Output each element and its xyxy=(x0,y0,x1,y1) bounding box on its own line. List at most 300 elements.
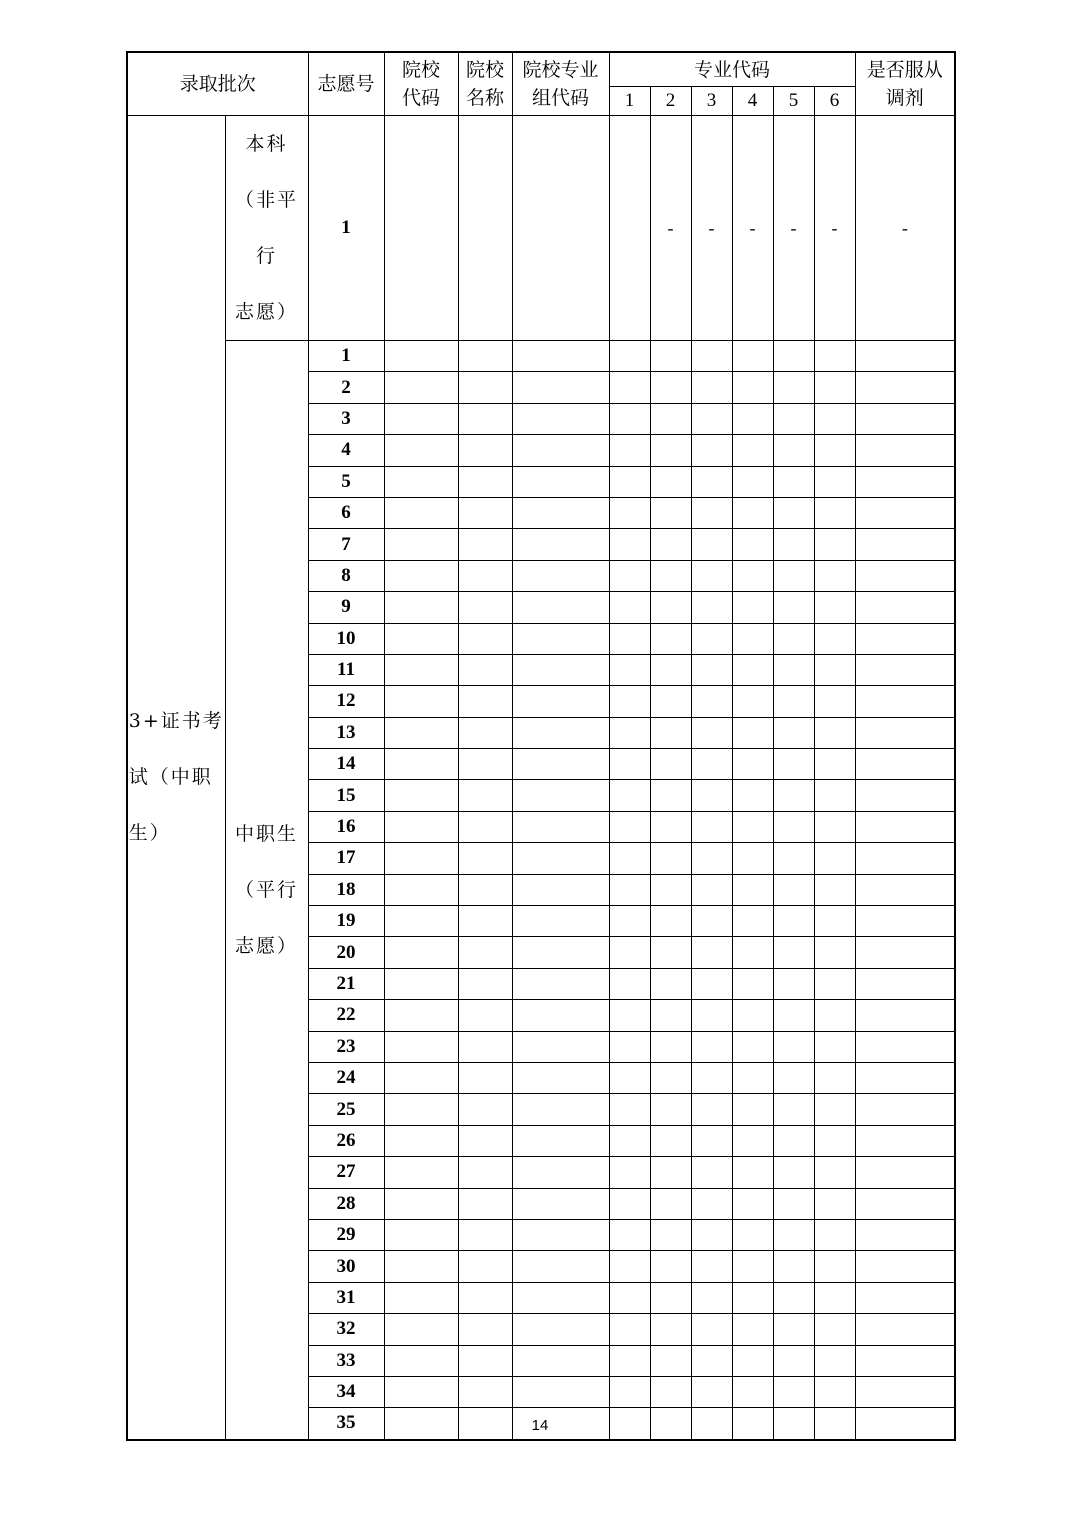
major-code-cell[interactable] xyxy=(773,654,814,685)
school-name-cell[interactable] xyxy=(458,372,512,403)
major-code-cell[interactable] xyxy=(773,1157,814,1188)
adjust-cell[interactable] xyxy=(855,466,955,497)
major-code-cell[interactable] xyxy=(732,623,773,654)
major-code-cell[interactable] xyxy=(773,1314,814,1345)
major-code-cell[interactable] xyxy=(814,654,855,685)
major-code-cell[interactable] xyxy=(609,686,650,717)
group-code-cell[interactable] xyxy=(512,1376,609,1407)
major-code-cell[interactable] xyxy=(691,686,732,717)
major-code-cell[interactable] xyxy=(650,874,691,905)
major-code-cell[interactable] xyxy=(609,1094,650,1125)
major-code-cell[interactable] xyxy=(814,1251,855,1282)
school-name-cell[interactable] xyxy=(458,1188,512,1219)
major-code-cell[interactable] xyxy=(814,843,855,874)
major-code-cell[interactable] xyxy=(691,843,732,874)
major-code-cell[interactable] xyxy=(732,341,773,372)
major-code-cell[interactable] xyxy=(732,560,773,591)
school-code-cell[interactable] xyxy=(384,435,458,466)
adjust-cell[interactable] xyxy=(855,403,955,434)
school-code-cell[interactable] xyxy=(384,968,458,999)
school-code-cell[interactable] xyxy=(384,749,458,780)
major-code-cell[interactable] xyxy=(691,403,732,434)
major-code-cell[interactable] xyxy=(773,874,814,905)
school-code-cell[interactable] xyxy=(384,372,458,403)
school-code-cell[interactable] xyxy=(384,686,458,717)
major-code-cell[interactable] xyxy=(650,1219,691,1250)
school-code-cell[interactable] xyxy=(384,1376,458,1407)
group-code-cell[interactable] xyxy=(512,1251,609,1282)
group-code-cell[interactable] xyxy=(512,529,609,560)
major-code-cell[interactable] xyxy=(814,1031,855,1062)
major-code-cell[interactable] xyxy=(773,1282,814,1313)
major-code-cell[interactable] xyxy=(814,1314,855,1345)
major-code-cell[interactable] xyxy=(650,1000,691,1031)
school-name-cell[interactable] xyxy=(458,1157,512,1188)
major-code-cell[interactable] xyxy=(732,843,773,874)
major-code-cell[interactable] xyxy=(732,435,773,466)
major-code-cell[interactable] xyxy=(773,749,814,780)
major-code-cell[interactable] xyxy=(691,780,732,811)
major-code-cell[interactable] xyxy=(732,1314,773,1345)
major-code-cell[interactable] xyxy=(773,937,814,968)
major-code-cell[interactable] xyxy=(773,466,814,497)
major-code-cell[interactable] xyxy=(773,1188,814,1219)
major-code-cell[interactable] xyxy=(650,403,691,434)
major-code-cell[interactable] xyxy=(732,1094,773,1125)
group-code-cell[interactable] xyxy=(512,686,609,717)
adjust-cell[interactable] xyxy=(855,529,955,560)
major-code-cell[interactable] xyxy=(814,372,855,403)
major-code-cell[interactable] xyxy=(732,717,773,748)
group-code-cell[interactable] xyxy=(512,843,609,874)
group-code-cell[interactable] xyxy=(512,116,609,341)
group-code-cell[interactable] xyxy=(512,1094,609,1125)
adjust-cell[interactable] xyxy=(855,1157,955,1188)
major-code-cell[interactable] xyxy=(609,717,650,748)
group-code-cell[interactable] xyxy=(512,811,609,842)
major-code-cell[interactable] xyxy=(773,341,814,372)
school-name-cell[interactable] xyxy=(458,1219,512,1250)
group-code-cell[interactable] xyxy=(512,937,609,968)
adjust-cell[interactable] xyxy=(855,1314,955,1345)
adjust-cell[interactable] xyxy=(855,1094,955,1125)
major-code-cell[interactable] xyxy=(732,1345,773,1376)
major-code-cell[interactable] xyxy=(773,843,814,874)
group-code-cell[interactable] xyxy=(512,560,609,591)
major-code-cell[interactable] xyxy=(773,811,814,842)
major-code-cell[interactable] xyxy=(691,1345,732,1376)
group-code-cell[interactable] xyxy=(512,592,609,623)
major-code-cell[interactable] xyxy=(691,1251,732,1282)
adjust-cell[interactable] xyxy=(855,780,955,811)
adjust-cell[interactable] xyxy=(855,843,955,874)
major-code-cell[interactable] xyxy=(650,749,691,780)
group-code-cell[interactable] xyxy=(512,1125,609,1156)
adjust-cell[interactable] xyxy=(855,1188,955,1219)
major-code-cell[interactable] xyxy=(773,717,814,748)
major-code-cell[interactable] xyxy=(691,811,732,842)
major-code-cell[interactable] xyxy=(773,623,814,654)
major-code-cell[interactable] xyxy=(609,1219,650,1250)
major-code-cell[interactable] xyxy=(691,654,732,685)
school-name-cell[interactable] xyxy=(458,529,512,560)
major-code-cell[interactable] xyxy=(814,497,855,528)
school-name-cell[interactable] xyxy=(458,717,512,748)
adjust-cell[interactable] xyxy=(855,1251,955,1282)
major-code-cell[interactable] xyxy=(609,1376,650,1407)
major-code-cell[interactable] xyxy=(609,1314,650,1345)
adjust-cell[interactable] xyxy=(855,874,955,905)
major-code-cell[interactable] xyxy=(609,1031,650,1062)
major-code-cell[interactable] xyxy=(773,968,814,999)
school-name-cell[interactable] xyxy=(458,435,512,466)
major-code-cell[interactable] xyxy=(691,372,732,403)
major-code-cell[interactable] xyxy=(732,686,773,717)
major-code-cell[interactable] xyxy=(814,1062,855,1093)
major-code-cell[interactable] xyxy=(773,592,814,623)
adjust-cell[interactable] xyxy=(855,654,955,685)
major-code-cell[interactable] xyxy=(691,906,732,937)
major-code-cell[interactable] xyxy=(650,341,691,372)
school-code-cell[interactable] xyxy=(384,780,458,811)
adjust-cell[interactable] xyxy=(855,592,955,623)
group-code-cell[interactable] xyxy=(512,497,609,528)
school-code-cell[interactable] xyxy=(384,341,458,372)
adjust-cell[interactable] xyxy=(855,1125,955,1156)
major-code-cell[interactable] xyxy=(650,623,691,654)
major-code-cell[interactable] xyxy=(691,717,732,748)
major-code-cell[interactable] xyxy=(650,717,691,748)
school-name-cell[interactable] xyxy=(458,116,512,341)
school-code-cell[interactable] xyxy=(384,937,458,968)
major-code-cell[interactable] xyxy=(732,749,773,780)
school-name-cell[interactable] xyxy=(458,968,512,999)
major-code-cell[interactable] xyxy=(773,1251,814,1282)
school-code-cell[interactable] xyxy=(384,592,458,623)
school-name-cell[interactable] xyxy=(458,1094,512,1125)
major-code-cell[interactable] xyxy=(691,1219,732,1250)
major-code-cell[interactable] xyxy=(609,1282,650,1313)
major-code-cell[interactable] xyxy=(814,1157,855,1188)
school-name-cell[interactable] xyxy=(458,341,512,372)
major-code-cell[interactable] xyxy=(814,717,855,748)
major-code-cell[interactable] xyxy=(609,403,650,434)
school-code-cell[interactable] xyxy=(384,843,458,874)
major-code-cell[interactable] xyxy=(609,623,650,654)
major-code-cell[interactable] xyxy=(691,560,732,591)
school-code-cell[interactable] xyxy=(384,466,458,497)
major-code-cell[interactable] xyxy=(650,654,691,685)
major-code-cell[interactable] xyxy=(650,1094,691,1125)
major-code-cell[interactable] xyxy=(814,937,855,968)
major-code-cell[interactable] xyxy=(691,1062,732,1093)
major-code-cell[interactable] xyxy=(773,435,814,466)
major-code-cell[interactable] xyxy=(732,968,773,999)
major-code-cell[interactable] xyxy=(814,874,855,905)
adjust-cell[interactable] xyxy=(855,1062,955,1093)
major-code-cell[interactable] xyxy=(609,592,650,623)
adjust-cell[interactable] xyxy=(855,1376,955,1407)
adjust-cell[interactable] xyxy=(855,811,955,842)
group-code-cell[interactable] xyxy=(512,1282,609,1313)
major-code-cell[interactable] xyxy=(732,874,773,905)
major-code-cell[interactable] xyxy=(650,497,691,528)
major-code-cell[interactable] xyxy=(650,780,691,811)
major-code-cell[interactable] xyxy=(773,686,814,717)
group-code-cell[interactable] xyxy=(512,1188,609,1219)
major-code-cell[interactable] xyxy=(691,1000,732,1031)
major-code-cell[interactable] xyxy=(732,403,773,434)
adjust-cell[interactable] xyxy=(855,497,955,528)
major-code-cell[interactable] xyxy=(650,529,691,560)
school-code-cell[interactable] xyxy=(384,403,458,434)
major-code-cell[interactable] xyxy=(814,1376,855,1407)
major-code-cell[interactable] xyxy=(773,1094,814,1125)
major-code-cell[interactable] xyxy=(609,968,650,999)
school-name-cell[interactable] xyxy=(458,654,512,685)
major-code-cell[interactable] xyxy=(609,1062,650,1093)
school-name-cell[interactable] xyxy=(458,1062,512,1093)
school-name-cell[interactable] xyxy=(458,906,512,937)
major-code-cell[interactable] xyxy=(650,686,691,717)
major-code-cell[interactable] xyxy=(650,372,691,403)
school-code-cell[interactable] xyxy=(384,560,458,591)
major-code-cell[interactable] xyxy=(650,1376,691,1407)
major-code-cell[interactable] xyxy=(732,1219,773,1250)
adjust-cell[interactable] xyxy=(855,749,955,780)
major-code-cell[interactable] xyxy=(650,1251,691,1282)
major-code-cell[interactable] xyxy=(650,1062,691,1093)
school-name-cell[interactable] xyxy=(458,623,512,654)
school-name-cell[interactable] xyxy=(458,403,512,434)
school-code-cell[interactable] xyxy=(384,874,458,905)
school-name-cell[interactable] xyxy=(458,749,512,780)
major-code-cell[interactable] xyxy=(773,906,814,937)
major-code-cell[interactable] xyxy=(650,1157,691,1188)
major-code-cell[interactable] xyxy=(609,435,650,466)
major-code-cell[interactable] xyxy=(773,780,814,811)
major-code-cell[interactable] xyxy=(732,1282,773,1313)
school-code-cell[interactable] xyxy=(384,1345,458,1376)
major-code-cell[interactable] xyxy=(773,1062,814,1093)
major-code-cell[interactable] xyxy=(691,1094,732,1125)
major-code-cell[interactable] xyxy=(691,749,732,780)
school-code-cell[interactable] xyxy=(384,1062,458,1093)
school-code-cell[interactable] xyxy=(384,529,458,560)
major-code-cell[interactable] xyxy=(609,874,650,905)
major-code-cell[interactable] xyxy=(814,1282,855,1313)
school-code-cell[interactable] xyxy=(384,623,458,654)
major-code-cell[interactable] xyxy=(691,529,732,560)
major-code-cell[interactable] xyxy=(732,937,773,968)
major-code-cell[interactable] xyxy=(691,1314,732,1345)
major-code-cell[interactable] xyxy=(814,560,855,591)
group-code-cell[interactable] xyxy=(512,466,609,497)
major-code-cell[interactable] xyxy=(732,1000,773,1031)
major-code-cell[interactable] xyxy=(691,623,732,654)
school-name-cell[interactable] xyxy=(458,1282,512,1313)
major-code-cell[interactable] xyxy=(732,654,773,685)
major-code-cell[interactable] xyxy=(814,1345,855,1376)
major-code-cell[interactable] xyxy=(691,874,732,905)
major-code-cell[interactable] xyxy=(732,906,773,937)
major-code-cell[interactable] xyxy=(773,1125,814,1156)
major-code-cell[interactable] xyxy=(650,1125,691,1156)
school-code-cell[interactable] xyxy=(384,1251,458,1282)
major-code-cell[interactable] xyxy=(814,1219,855,1250)
school-code-cell[interactable] xyxy=(384,811,458,842)
major-code-cell[interactable] xyxy=(691,466,732,497)
major-code-cell[interactable] xyxy=(609,497,650,528)
school-name-cell[interactable] xyxy=(458,780,512,811)
school-name-cell[interactable] xyxy=(458,1345,512,1376)
school-code-cell[interactable] xyxy=(384,1219,458,1250)
school-code-cell[interactable] xyxy=(384,1157,458,1188)
group-code-cell[interactable] xyxy=(512,1031,609,1062)
group-code-cell[interactable] xyxy=(512,749,609,780)
adjust-cell[interactable] xyxy=(855,341,955,372)
school-code-cell[interactable] xyxy=(384,1000,458,1031)
major-code-cell[interactable] xyxy=(732,1376,773,1407)
group-code-cell[interactable] xyxy=(512,968,609,999)
major-code-cell[interactable] xyxy=(609,811,650,842)
major-code-cell[interactable] xyxy=(650,1031,691,1062)
major-code-cell[interactable] xyxy=(650,906,691,937)
major-code-cell[interactable] xyxy=(732,592,773,623)
adjust-cell[interactable] xyxy=(855,372,955,403)
major-code-cell[interactable] xyxy=(773,403,814,434)
major-code-cell[interactable] xyxy=(732,811,773,842)
group-code-cell[interactable] xyxy=(512,1062,609,1093)
major-code-cell[interactable] xyxy=(650,560,691,591)
major-code-cell[interactable] xyxy=(814,811,855,842)
school-code-cell[interactable] xyxy=(384,1031,458,1062)
major-code-cell[interactable] xyxy=(650,1188,691,1219)
major-code-cell[interactable] xyxy=(609,937,650,968)
major-code-cell[interactable] xyxy=(773,1219,814,1250)
major-code-cell[interactable] xyxy=(609,1000,650,1031)
major-code-cell[interactable] xyxy=(814,341,855,372)
school-name-cell[interactable] xyxy=(458,560,512,591)
major-code-cell[interactable] xyxy=(773,1000,814,1031)
school-code-cell[interactable] xyxy=(384,717,458,748)
group-code-cell[interactable] xyxy=(512,372,609,403)
major-code-cell[interactable] xyxy=(691,937,732,968)
group-code-cell[interactable] xyxy=(512,1345,609,1376)
major-code-cell[interactable] xyxy=(814,1094,855,1125)
major-code-cell[interactable] xyxy=(650,466,691,497)
group-code-cell[interactable] xyxy=(512,874,609,905)
major-code-cell[interactable] xyxy=(609,116,650,341)
major-code-cell[interactable] xyxy=(814,686,855,717)
adjust-cell[interactable] xyxy=(855,623,955,654)
major-code-cell[interactable] xyxy=(732,497,773,528)
group-code-cell[interactable] xyxy=(512,1219,609,1250)
major-code-cell[interactable] xyxy=(773,497,814,528)
school-name-cell[interactable] xyxy=(458,497,512,528)
major-code-cell[interactable] xyxy=(773,372,814,403)
major-code-cell[interactable] xyxy=(609,780,650,811)
major-code-cell[interactable] xyxy=(732,1188,773,1219)
group-code-cell[interactable] xyxy=(512,1000,609,1031)
major-code-cell[interactable] xyxy=(609,906,650,937)
major-code-cell[interactable] xyxy=(732,1125,773,1156)
major-code-cell[interactable] xyxy=(773,1345,814,1376)
major-code-cell[interactable] xyxy=(773,529,814,560)
major-code-cell[interactable] xyxy=(691,1125,732,1156)
group-code-cell[interactable] xyxy=(512,906,609,937)
group-code-cell[interactable] xyxy=(512,623,609,654)
major-code-cell[interactable] xyxy=(691,1188,732,1219)
major-code-cell[interactable] xyxy=(650,811,691,842)
school-name-cell[interactable] xyxy=(458,1000,512,1031)
group-code-cell[interactable] xyxy=(512,1314,609,1345)
adjust-cell[interactable] xyxy=(855,1345,955,1376)
major-code-cell[interactable] xyxy=(609,843,650,874)
major-code-cell[interactable] xyxy=(609,1251,650,1282)
major-code-cell[interactable] xyxy=(691,1282,732,1313)
major-code-cell[interactable] xyxy=(650,843,691,874)
school-name-cell[interactable] xyxy=(458,1376,512,1407)
major-code-cell[interactable] xyxy=(814,592,855,623)
major-code-cell[interactable] xyxy=(814,1000,855,1031)
school-code-cell[interactable] xyxy=(384,1314,458,1345)
school-name-cell[interactable] xyxy=(458,592,512,623)
major-code-cell[interactable] xyxy=(732,1062,773,1093)
major-code-cell[interactable] xyxy=(773,560,814,591)
major-code-cell[interactable] xyxy=(814,623,855,654)
major-code-cell[interactable] xyxy=(814,1125,855,1156)
major-code-cell[interactable] xyxy=(609,1157,650,1188)
group-code-cell[interactable] xyxy=(512,435,609,466)
school-name-cell[interactable] xyxy=(458,843,512,874)
major-code-cell[interactable] xyxy=(609,1345,650,1376)
group-code-cell[interactable] xyxy=(512,341,609,372)
school-name-cell[interactable] xyxy=(458,466,512,497)
major-code-cell[interactable] xyxy=(650,1282,691,1313)
major-code-cell[interactable] xyxy=(773,1031,814,1062)
major-code-cell[interactable] xyxy=(691,341,732,372)
major-code-cell[interactable] xyxy=(609,654,650,685)
major-code-cell[interactable] xyxy=(691,968,732,999)
school-code-cell[interactable] xyxy=(384,1282,458,1313)
major-code-cell[interactable] xyxy=(609,560,650,591)
major-code-cell[interactable] xyxy=(691,592,732,623)
major-code-cell[interactable] xyxy=(732,780,773,811)
adjust-cell[interactable] xyxy=(855,1282,955,1313)
school-code-cell[interactable] xyxy=(384,1094,458,1125)
major-code-cell[interactable] xyxy=(650,1314,691,1345)
major-code-cell[interactable] xyxy=(732,1251,773,1282)
major-code-cell[interactable] xyxy=(609,749,650,780)
school-code-cell[interactable] xyxy=(384,116,458,341)
major-code-cell[interactable] xyxy=(732,529,773,560)
adjust-cell[interactable] xyxy=(855,937,955,968)
major-code-cell[interactable] xyxy=(609,1125,650,1156)
group-code-cell[interactable] xyxy=(512,1157,609,1188)
major-code-cell[interactable] xyxy=(691,497,732,528)
school-name-cell[interactable] xyxy=(458,811,512,842)
major-code-cell[interactable] xyxy=(814,968,855,999)
major-code-cell[interactable] xyxy=(814,749,855,780)
major-code-cell[interactable] xyxy=(814,1188,855,1219)
group-code-cell[interactable] xyxy=(512,717,609,748)
major-code-cell[interactable] xyxy=(732,1157,773,1188)
major-code-cell[interactable] xyxy=(732,372,773,403)
adjust-cell[interactable] xyxy=(855,717,955,748)
adjust-cell[interactable] xyxy=(855,686,955,717)
adjust-cell[interactable] xyxy=(855,906,955,937)
